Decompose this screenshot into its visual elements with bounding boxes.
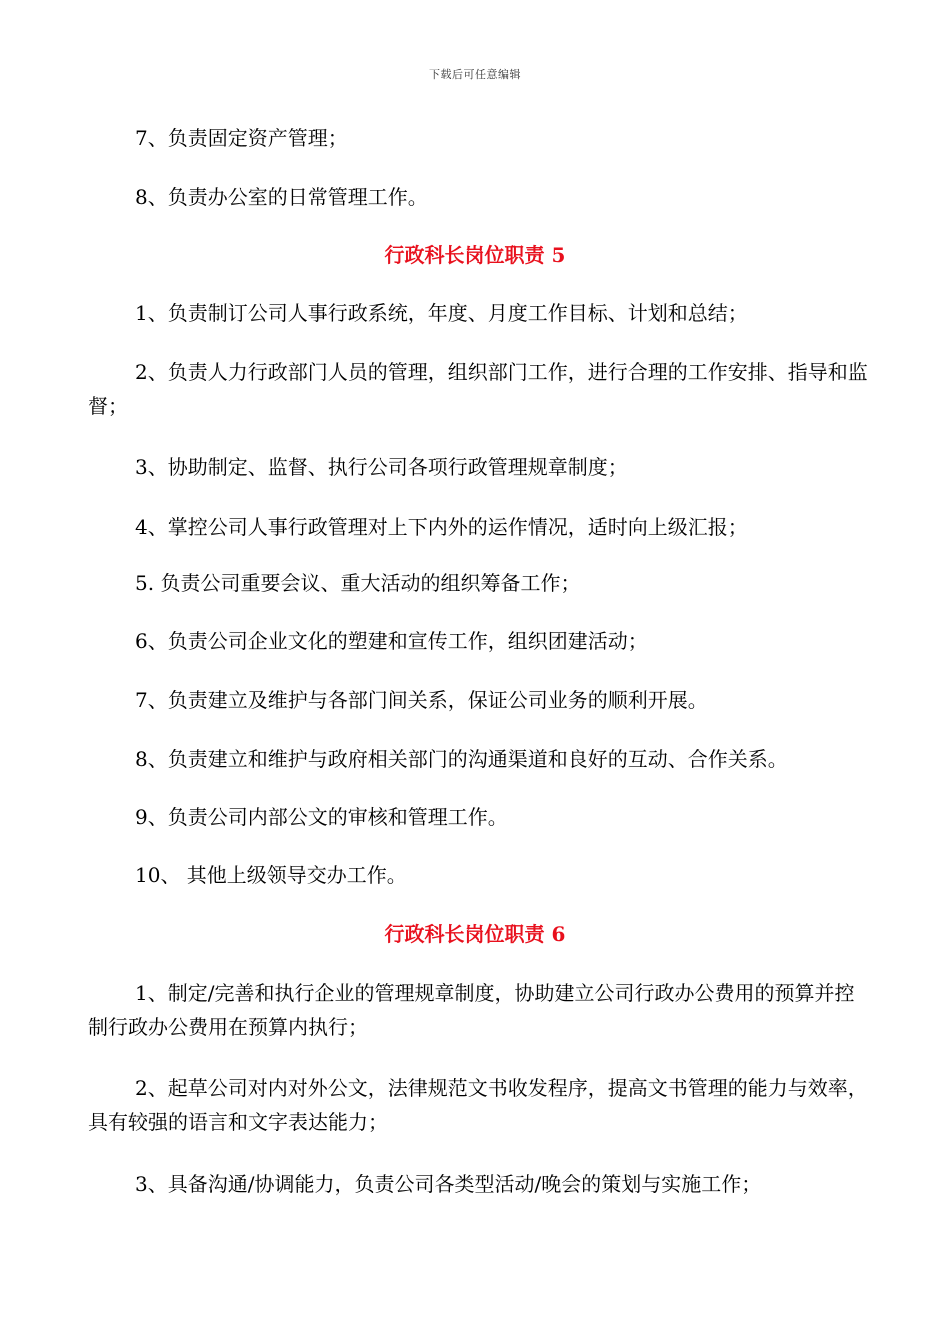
list-item: 3、具备沟通/协调能力，负责公司各类型活动/晚会的策划与实施工作；	[135, 1172, 762, 1196]
list-item: 10、 其他上级领导交办工作。	[135, 863, 407, 887]
section-heading: 行政科长岗位职责 5	[384, 243, 566, 267]
list-item: 5. 负责公司重要会议、重大活动的组织筹备工作；	[135, 571, 581, 595]
list-item: 6、负责公司企业文化的塑建和宣传工作，组织团建活动；	[135, 629, 648, 653]
list-item: 4、掌控公司人事行政管理对上下内外的运作情况，适时向上级汇报；	[135, 515, 748, 539]
header-note: 下载后可任意编辑	[429, 68, 521, 81]
list-item: 8、负责办公室的日常管理工作。	[135, 185, 428, 209]
list-item: 2、起草公司对内对外公文，法律规范文书收发程序，提高文书管理的能力与效率，具有较强的语言和文字表达能力；	[88, 1076, 868, 1134]
list-item: 7、负责固定资产管理；	[135, 126, 348, 150]
list-item: 7、负责建立及维护与各部门间关系，保证公司业务的顺利开展。	[135, 688, 708, 712]
list-item: 3、协助制定、监督、执行公司各项行政管理规章制度；	[135, 455, 628, 479]
list-item: 9、负责公司内部公文的审核和管理工作。	[135, 805, 508, 829]
list-item: 2、负责人力行政部门人员的管理，组织部门工作，进行合理的工作安排、指导和监督；	[88, 360, 868, 418]
list-item: 1、负责制订公司人事行政系统，年度、月度工作目标、计划和总结；	[135, 301, 748, 325]
list-item: 8、负责建立和维护与政府相关部门的沟通渠道和良好的互动、合作关系。	[135, 747, 788, 771]
list-item: 1、制定/完善和执行企业的管理规章制度，协助建立公司行政办公费用的预算并控制行政办公费用在预算内执行；	[88, 981, 855, 1039]
section-heading: 行政科长岗位职责 6	[384, 922, 566, 946]
